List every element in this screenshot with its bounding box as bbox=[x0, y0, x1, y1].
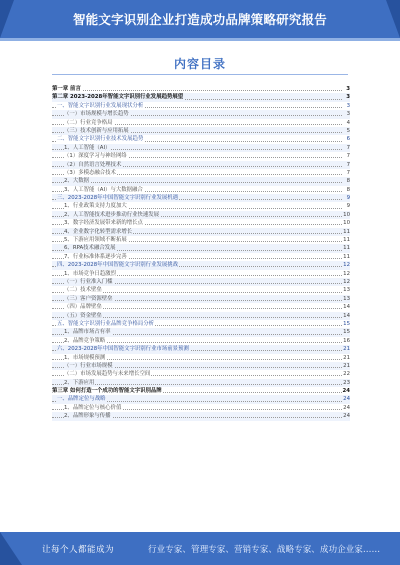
toc-entry[interactable] bbox=[52, 169, 350, 177]
toc-entry-page: 14 bbox=[343, 304, 350, 311]
toc-entry-page: 7 bbox=[342, 152, 350, 160]
toc-entry-page: 21 bbox=[343, 354, 350, 361]
toc-entry-page: 24 bbox=[342, 388, 350, 395]
toc-entry[interactable] bbox=[52, 261, 350, 269]
toc-entry-page: 23 bbox=[343, 379, 350, 386]
toc-entry-page: 7 bbox=[342, 169, 350, 177]
toc-entry-title: （一）行业市场规模 bbox=[64, 362, 113, 369]
toc-entry-page: 5 bbox=[342, 127, 350, 135]
toc-entry[interactable] bbox=[52, 211, 350, 219]
toc-entry-title: 第三章 如何打造一个成功的智能文字识别品牌 bbox=[52, 388, 162, 395]
toc-entry-page: 10 bbox=[343, 220, 350, 227]
toc-entry-page: 24 bbox=[343, 396, 350, 403]
toc-entry-title: 3、人工智能（AI）与大数据融合 bbox=[64, 186, 143, 193]
toc-entry[interactable] bbox=[52, 152, 350, 160]
toc-entry[interactable] bbox=[52, 404, 350, 412]
table-of-contents bbox=[52, 85, 350, 421]
toc-entry-title: （一）行业准入门槛 bbox=[64, 278, 113, 285]
toc-entry[interactable] bbox=[52, 312, 350, 320]
toc-entry-title: （1）深度学习与神经网络 bbox=[64, 153, 127, 160]
toc-entry-page: 12 bbox=[343, 278, 350, 285]
toc-entry[interactable] bbox=[52, 135, 350, 143]
toc-entry[interactable] bbox=[52, 295, 350, 303]
toc-entry-page: 12 bbox=[343, 270, 350, 277]
header-underline bbox=[0, 38, 400, 41]
toc-entry[interactable] bbox=[52, 303, 350, 311]
toc-entry-page: 9 bbox=[342, 202, 350, 210]
toc-entry-title: （一）市场规模与增长趋势 bbox=[64, 111, 129, 118]
toc-entry-page: 9 bbox=[342, 194, 350, 202]
toc-entry-page: 3 bbox=[342, 102, 350, 110]
toc-entry[interactable] bbox=[52, 202, 350, 210]
toc-entry[interactable] bbox=[52, 328, 350, 336]
toc-entry-page: 3 bbox=[342, 93, 350, 101]
toc-entry-title: 第二章 2023-2028年智能文字识别行业发展趋势展望 bbox=[52, 94, 184, 101]
toc-entry[interactable] bbox=[52, 244, 350, 252]
toc-entry-page: 8 bbox=[342, 186, 350, 194]
toc-entry-title: 四、2023-2028年中国智能文字识别行业发展挑战 bbox=[57, 262, 179, 269]
toc-entry-title: 2、大数据 bbox=[64, 178, 89, 185]
toc-entry[interactable] bbox=[52, 379, 350, 387]
toc-entry-title: 2、品牌竞争策略 bbox=[64, 337, 106, 344]
toc-entry[interactable] bbox=[52, 186, 350, 194]
footer-left-accent bbox=[0, 532, 22, 565]
toc-entry-page: 3 bbox=[342, 110, 350, 118]
toc-entry[interactable] bbox=[52, 127, 350, 135]
toc-entry[interactable] bbox=[52, 278, 350, 286]
toc-entry-title: 3、数字经济发展带来新的增长点 bbox=[64, 220, 143, 227]
toc-entry-page: 11 bbox=[343, 228, 350, 235]
toc-entry-page: 3 bbox=[342, 85, 350, 93]
toc-entry[interactable] bbox=[52, 119, 350, 127]
toc-entry-title: 六、2023-2028年中国智能文字识别行业市场前景预测 bbox=[57, 346, 189, 353]
toc-entry-page: 15 bbox=[343, 320, 350, 327]
toc-entry[interactable] bbox=[52, 370, 350, 378]
toc-entry[interactable] bbox=[52, 219, 350, 227]
toc-entry-page: 12 bbox=[343, 262, 350, 269]
toc-entry-title: （二）技术壁垒 bbox=[64, 287, 102, 294]
toc-entry-title: （五）资金壁垒 bbox=[64, 312, 102, 319]
toc-entry[interactable] bbox=[52, 354, 350, 362]
toc-leader-dots bbox=[52, 384, 342, 385]
toc-entry-page: 7 bbox=[342, 161, 350, 169]
toc-entry-page: 11 bbox=[343, 245, 350, 252]
header-bar bbox=[0, 0, 400, 38]
toc-entry-page: 21 bbox=[343, 346, 350, 353]
toc-entry-title: 三、2023-2028年中国智能文字识别行业发展机遇 bbox=[57, 195, 179, 202]
toc-leader-dots bbox=[52, 182, 342, 183]
toc-entry-title: 1、行业政策支持力度加大 bbox=[64, 203, 127, 210]
footer-bar bbox=[0, 532, 400, 565]
toc-entry-title: （三）技术创新与应用拓展 bbox=[64, 127, 129, 134]
toc-entry-page: 16 bbox=[343, 337, 350, 344]
toc-entry-title: 五、智能文字识别行业品牌竞争格局分析 bbox=[57, 320, 155, 327]
toc-entry[interactable] bbox=[52, 270, 350, 278]
toc-entry[interactable] bbox=[52, 387, 350, 395]
toc-entry-title: 2、品牌形象与传播 bbox=[64, 413, 111, 420]
toc-entry-title: 第一章 前言 bbox=[52, 86, 81, 92]
toc-entry-title: 一、品牌定位与战略 bbox=[57, 396, 106, 403]
toc-entry-page: 7 bbox=[342, 144, 350, 152]
toc-entry-page: 4 bbox=[342, 119, 350, 127]
toc-leader-dots bbox=[52, 90, 342, 91]
footer-slogan-left: 让每个人都能成为 bbox=[42, 545, 114, 555]
toc-entry-page: 6 bbox=[342, 135, 350, 143]
toc-entry[interactable] bbox=[52, 93, 350, 101]
toc-entry-title: 一、智能文字识别行业发展现状分析 bbox=[57, 102, 144, 109]
toc-entry-title: （2）自然语言处理技术 bbox=[64, 161, 122, 168]
toc-entry[interactable] bbox=[52, 85, 350, 93]
toc-entry-page: 11 bbox=[343, 237, 350, 244]
toc-entry-page: 24 bbox=[343, 413, 350, 420]
toc-entry-page: 15 bbox=[343, 329, 350, 336]
toc-entry-title: 1、品牌定位与核心价值 bbox=[64, 404, 122, 411]
toc-entry-page: 21 bbox=[343, 362, 350, 369]
footer-slogan-right: 行业专家、管理专家、营销专家、战略专家、成功企业家…… bbox=[148, 545, 381, 555]
toc-entry-title: 1、人工智能（AI） bbox=[64, 144, 111, 151]
toc-entry[interactable] bbox=[52, 345, 350, 353]
toc-entry-page: 8 bbox=[342, 177, 350, 185]
toc-entry[interactable] bbox=[52, 286, 350, 294]
toc-entry[interactable] bbox=[52, 362, 350, 370]
toc-entry-title: （二）行业竞争格局 bbox=[64, 119, 113, 126]
toc-entry-title: 2、下游应用 bbox=[64, 379, 95, 386]
toc-entry-page: 13 bbox=[343, 287, 350, 294]
toc-entry-title: 二、智能文字识别行业技术发展趋势 bbox=[57, 136, 144, 143]
toc-entry[interactable] bbox=[52, 320, 350, 328]
toc-entry-page: 11 bbox=[343, 253, 350, 260]
toc-entry[interactable] bbox=[52, 102, 350, 110]
toc-entry-title: （四）品牌壁垒 bbox=[64, 304, 102, 311]
toc-heading: 内容目录 bbox=[173, 57, 226, 71]
toc-entry-title: 1、市场规模预测 bbox=[64, 354, 106, 361]
toc-entry[interactable] bbox=[52, 253, 350, 261]
toc-entry[interactable] bbox=[52, 395, 350, 403]
toc-entry-title: 1、品牌市场占有率 bbox=[64, 329, 111, 336]
toc-entry[interactable] bbox=[52, 236, 350, 244]
toc-entry-title: （3）多模态融合技术 bbox=[64, 169, 116, 176]
toc-entry-page: 24 bbox=[343, 404, 350, 411]
toc-entry[interactable] bbox=[52, 412, 350, 420]
toc-entry-page: 22 bbox=[343, 371, 350, 378]
toc-entry-title: 1、市场竞争日趋激烈 bbox=[64, 270, 116, 277]
toc-entry-title: 4、企业数字化转型需求增长 bbox=[64, 228, 133, 235]
toc-entry[interactable] bbox=[52, 194, 350, 202]
toc-entry[interactable] bbox=[52, 177, 350, 185]
toc-entry-page: 13 bbox=[343, 295, 350, 302]
toc-divider bbox=[52, 74, 348, 75]
toc-entry-page: 14 bbox=[343, 312, 350, 319]
report-title: 智能文字识别企业打造成功品牌策略研究报告 bbox=[72, 12, 327, 27]
toc-entry[interactable] bbox=[52, 337, 350, 345]
toc-entry-title: 2、人工智能技术进步推动行业快速发展 bbox=[64, 211, 160, 218]
toc-entry-title: 6、RPA技术融合发展 bbox=[64, 245, 116, 252]
toc-entry-title: 7、行业标准体系逐步完善 bbox=[64, 253, 127, 260]
toc-entry[interactable] bbox=[52, 110, 350, 118]
toc-entry[interactable] bbox=[52, 144, 350, 152]
toc-entry-title: （三）客户资源壁垒 bbox=[64, 295, 113, 302]
toc-entry[interactable] bbox=[52, 161, 350, 169]
toc-entry-title: （二）市场发展趋势与未来增长空间 bbox=[64, 371, 151, 378]
toc-entry-page: 10 bbox=[343, 211, 350, 218]
toc-entry[interactable] bbox=[52, 228, 350, 236]
toc-entry-title: 5、下游应用领域不断拓展 bbox=[64, 237, 127, 244]
